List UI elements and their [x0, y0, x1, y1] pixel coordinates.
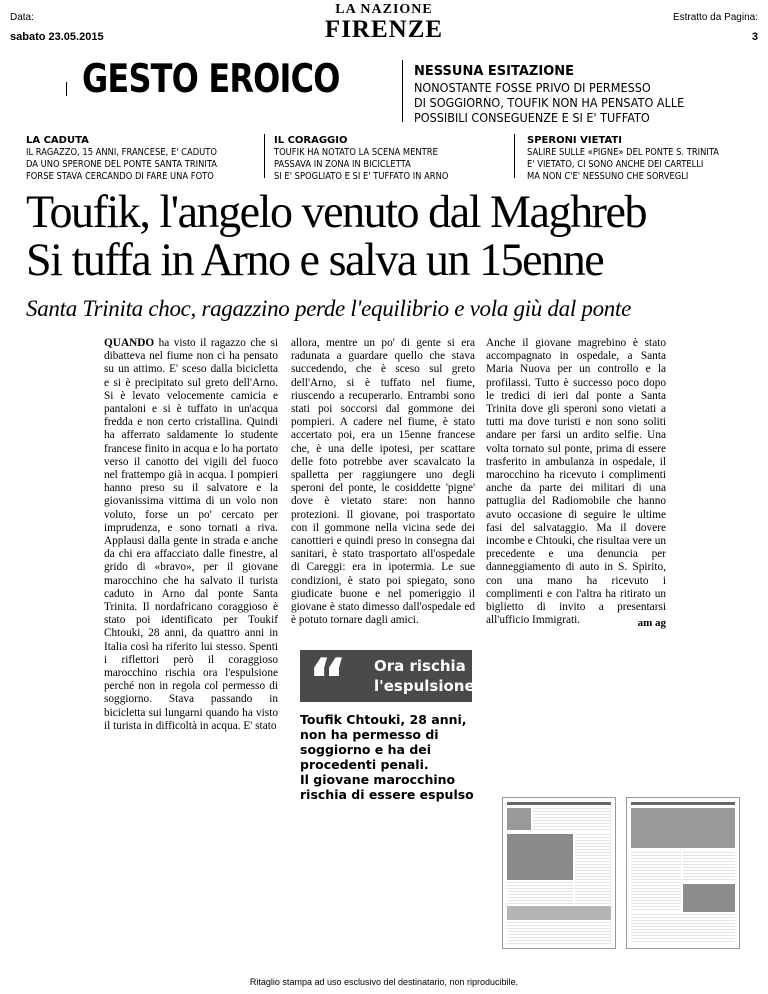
quote-mark-icon: “: [308, 646, 348, 716]
date-value: sabato 23.05.2015: [10, 31, 104, 43]
page-thumbnail-2: [626, 797, 740, 949]
sub-line: IL RAGAZZO, 15 ANNI, FRANCESE, E' CADUTO: [26, 147, 217, 158]
date-label: Data:: [10, 12, 34, 23]
headline-line-2: Si tuffa in Arno e salva un 15enne: [26, 234, 604, 286]
article-lead-word: QUANDO: [104, 337, 155, 349]
article-text-1: ha visto il ragazzo che si dibatteva nel fiume non ci ha pensato su un attimo. E' sceso dalla bicicletta e si è precipitato sul greto dell'Arno. Si è levato velocemente camicia e pantaloni e si è tuffato in un'acqua fredda e non certo cristallina. Quindi ha afferrato saldamente lo studente francese finito in acqua e lo ha portato verso il canotto dei vigili del fuoco nel frattempo già in acqua. I pompieri hanno preso su il salvatore e la giovanissima vittima di un volo non voluto, forse un po' cercato per imprudenza, e sono tornati a riva. Applausi dalla gente in strada e anche da chi era affacciato dalle finestre, al grido di «bravo», per il giovane marocchino che ha salvato il turista caduto in Arno dal ponte Santa Trinita. Il nordafricano coraggioso è stato poi identificato per Toukif Chtouki, 28 anni, da quattro anni in Italia così ha riferito lui stesso. Spenti i riflettori però il coraggioso marocchino rischia ora l'espulsione perché non in regola col permesso di soggiorno. Stava passando in bicicletta sui lungarni quando ha visto il turista in difficoltà in acqua. E' stato: [104, 337, 278, 732]
article-column-3: [486, 337, 666, 627]
article-signature: am ag: [637, 617, 666, 629]
sub-text: [274, 147, 507, 183]
footer-notice: Ritaglio stampa ad uso esclusivo del destinatario, non riproducibile.: [249, 977, 519, 987]
headline-line-1: Toufik, l'angelo venuto dal Maghreb: [26, 186, 647, 238]
nessuna-line: DI SOGGIORNO, TOUFIK NON HA PENSATO ALLE: [414, 95, 685, 110]
sub-box-coraggio: [274, 134, 539, 183]
sub-title: LA CADUTA: [26, 135, 89, 146]
sub-line: SALIRE SULLE «PIGNE» DEL PONTE S. TRINITA: [527, 147, 720, 158]
quote-line: Il giovane marocchino: [300, 772, 456, 787]
subhead: Santa Trinita choc, ragazzino perde l'equilibrio e vola giù dal ponte: [26, 296, 631, 321]
quote-line: Toufik Chtouki, 28 anni,: [300, 712, 467, 727]
quote-line: procedenti penali.: [300, 757, 429, 772]
quote-line: non ha permesso di: [300, 727, 439, 742]
nessuna-title: NESSUNA ESITAZIONE: [414, 64, 574, 79]
article-text-2: allora, mentre un po' di gente si era radunata a guardare quello che stava succedendo, che è sceso sul greto dell'Arno, si è tuffato nel fiume, riuscendo a recuperarlo. Entrambi sono stati poi soccorsi dal gommone dei pompieri. A cadere nel fiume, è stato accertato poi, era un 15enne francese che, è una delle ipotesi, per scattare delle foto potrebbe aver scavalcato la spalletta per raggiungere uno degli speroni del ponte, le cosiddette 'pigne' dove è vietato stare: non hanno protezioni. Il giovane, poi trasportato con il gommone nella vicina sede dei canottieri e quindi preso in consegna dai sanitari, è stato trasportato all'ospedale di Careggi: era in ipotermia. Le sue condizioni, è stato poi spiegato, sono giudicate buone e nel pomeriggio il giovane è stato dimesso dall'ospedale ed è potuto tornare dagli amici.: [291, 337, 475, 627]
quote-title-2: l'espulsione: [374, 677, 475, 695]
masthead-top: LA NAZIONE: [335, 2, 433, 17]
sub-title: IL CORAGGIO: [274, 135, 348, 146]
sub-box-caduta: [26, 134, 291, 183]
sub-line: E' VIETATO, CI SONO ANCHE DEI CARTELLI: [527, 159, 704, 170]
sub-line: FORSE STAVA CERCANDO DI FARE UNA FOTO: [26, 171, 214, 182]
quote-line: soggiorno e ha dei: [300, 742, 432, 757]
kicker-divider: [402, 60, 403, 122]
kicker-mark: [66, 82, 67, 96]
sub-line: MA NON C'E' NESSUNO CHE SORVEGLI: [527, 171, 689, 182]
page-number: 3: [751, 31, 758, 43]
sub-text: [527, 147, 729, 183]
sub-line: DA UNO SPERONE DEL PONTE SANTA TRINITA: [26, 159, 218, 170]
sub-text: [26, 147, 259, 183]
nessuna-text: [414, 80, 747, 125]
sub-line: PASSAVA IN ZONA IN BICICLETTA: [274, 159, 411, 170]
article-column-2: [291, 337, 475, 627]
sub-box-speroni: [527, 134, 757, 183]
quote-title-1: Ora rischia: [374, 657, 466, 675]
kicker-title: GESTO EROICO: [82, 57, 340, 102]
sub-title: SPERONI VIETATI: [527, 135, 622, 146]
quote-line: rischia di essere espulso: [300, 787, 474, 802]
sub-line: TOUFIK HA NOTATO LA SCENA MENTRE: [274, 147, 438, 158]
extract-label: Estratto da Pagina:: [672, 12, 758, 23]
page-thumbnail-1: [502, 797, 616, 949]
masthead-bottom: FIRENZE: [324, 16, 444, 43]
sub-line: SI E' SPOGLIATO E SI E' TUFFATO IN ARNO: [274, 171, 449, 182]
sub-divider: [514, 134, 515, 178]
article-text-3: Anche il giovane magrebino è stato accompagnato in ospedale, a Santa Maria Nuova per un controllo e la profilassi. Tutto è successo poco dopo le tredici di ieri dal ponte a Santa Trinita dove gli speroni sono vietati a tutti ma dove turisti e non sono soliti andare per farsi un ardito selfie. Una volta tornato sul ponte, prima di essere trasferito in ambulanza in ospedale, il marocchino ha ricevuto i complimenti anche da parte dei militari di una pattuglia del Radiomobile che hanno avuto occasione di seguire le ultime fasi del salvataggio. Ma il dovere incombe e Chtouki, che risultaa vere un precedente e una denuncia per danneggiamento di auto in S. Spirito, con una mano ha ricevuto i complimenti e con l'altra ha ritirato un biglietto di invito a presentarsi all'ufficio Immigrati.: [486, 337, 666, 627]
sub-divider: [264, 134, 265, 178]
nessuna-line: NONOSTANTE FOSSE PRIVO DI PERMESSO: [414, 80, 651, 95]
quote-text: [300, 712, 480, 802]
quote-box: [300, 646, 475, 716]
nessuna-line: POSSIBILI CONSEGUENZE E SI E' TUFFATO: [414, 110, 650, 125]
article-column-1: [104, 337, 278, 733]
